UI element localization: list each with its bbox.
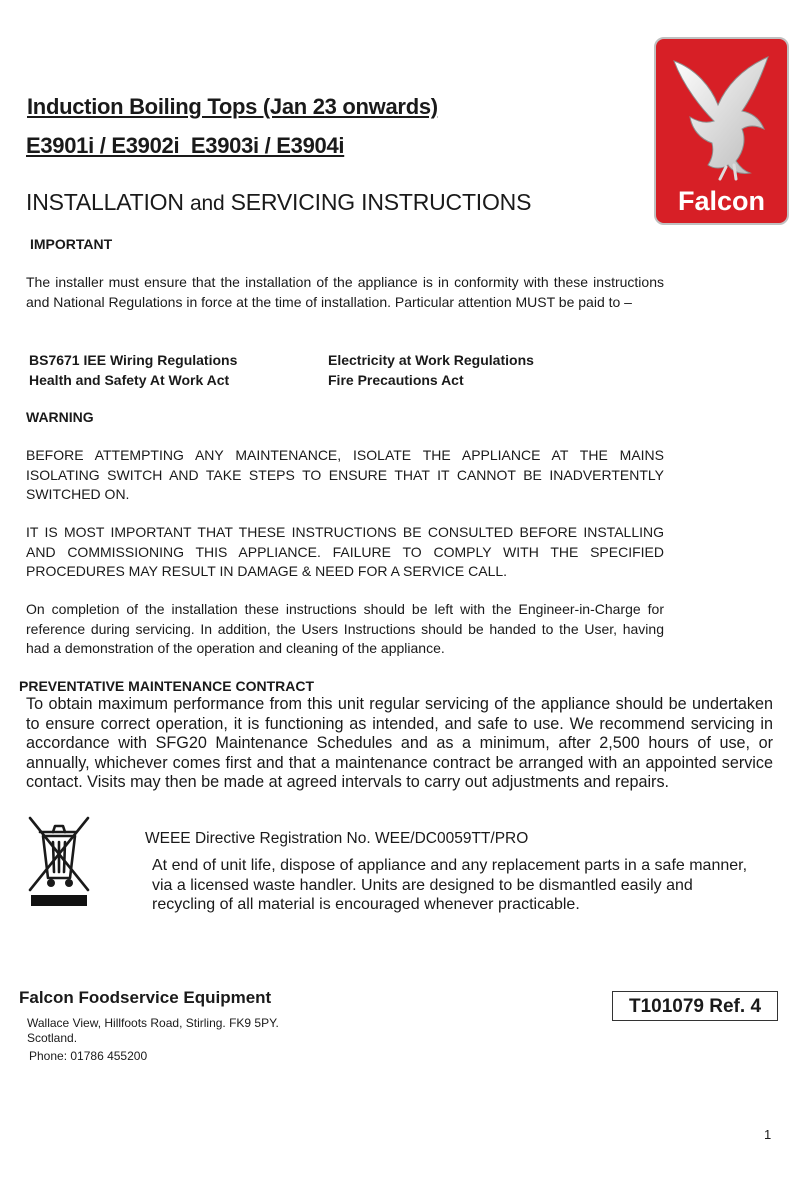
company-address: [27, 1016, 279, 1046]
regulation-item: Fire Precautions Act: [328, 371, 464, 388]
regulation-item: Electricity at Work Regulations: [328, 352, 534, 368]
model-numbers: E3901i / E3902i E3903i / E3904i: [26, 133, 345, 158]
logo-brand-text: Falcon: [677, 186, 765, 216]
regulation-item: BS7671 IEE Wiring Regulations: [29, 352, 238, 368]
warning-heading: WARNING: [26, 409, 94, 425]
address-line: Wallace View, Hillfoots Road, Stirling. FK9 5PY.: [27, 1016, 279, 1030]
subtitle-part-a: INSTALLATION: [26, 189, 190, 215]
falcon-logo: [654, 37, 789, 225]
maintenance-heading: PREVENTATIVE MAINTENANCE CONTRACT: [19, 678, 315, 694]
weee-registration: WEEE Directive Registration No. WEE/DC0059TT/PRO: [145, 830, 529, 847]
company-name: Falcon Foodservice Equipment: [19, 988, 272, 1007]
document-title: Induction Boiling Tops (Jan 23 onwards): [27, 94, 438, 119]
document-subtitle: [26, 189, 531, 216]
company-phone: Phone: 01786 455200: [29, 1049, 148, 1063]
page-number: 1: [764, 1127, 772, 1142]
weee-disposal-text: At end of unit life, dispose of appliance and any replacement parts in a safe manner, via a licensed waste handler. Units are designed to be dismantled easily and recycling of all material is encouraged whenever practicable.: [152, 857, 748, 913]
maintenance-text: To obtain maximum performance from this unit regular servicing of the appliance should be undertaken to ensure correct operation, it is functioning as intended, and safe to use. We recommend servicing in accordance with SFG20 Maintenance Schedules and as a minimum, after 2,500 hours of use, or annually, whichever comes first and that a maintenance contract be arranged with an appointed service contact. Visits may then be made at agreed intervals to carry out adjustments and repairs.: [26, 695, 773, 791]
regulation-item: Health and Safety At Work Act: [29, 371, 230, 388]
completion-text: On completion of the installation these instructions should be left with the Engineer-in-Charge for reference during servicing. In addition, the Users Instructions should be handed to the User, having had a demonstration of the operation and cleaning of the appliance.: [26, 601, 664, 656]
warning-isolation-text: BEFORE ATTEMPTING ANY MAINTENANCE, ISOLATE THE APPLIANCE AT THE MAINS ISOLATING SWITCH AND TAKE STEPS TO ENSURE THAT IT CANNOT BE INADVERTENTLY SWITCHED ON.: [26, 447, 664, 502]
warning-consult-text: IT IS MOST IMPORTANT THAT THESE INSTRUCTIONS BE CONSULTED BEFORE INSTALLING AND COMMISSIONING THIS APPLIANCE. FAILURE TO COMPLY WITH THE SPECIFIED PROCEDURES MAY RESULT IN DAMAGE & NEED FOR A SERVICE CALL.: [26, 524, 664, 579]
crossed-bin-icon: [26, 814, 92, 908]
important-text: The installer must ensure that the installation of the appliance is in conformity with these instructions and National Regulations in force at the time of installation. Particular attention MUST be paid to –: [26, 274, 664, 310]
subtitle-part-b: and: [189, 192, 225, 215]
address-line: Scotland.: [27, 1031, 78, 1045]
document-reference: T101079 Ref. 4: [612, 991, 778, 1021]
subtitle-part-c: SERVICING INSTRUCTIONS: [224, 189, 532, 215]
important-heading: IMPORTANT: [30, 236, 113, 252]
